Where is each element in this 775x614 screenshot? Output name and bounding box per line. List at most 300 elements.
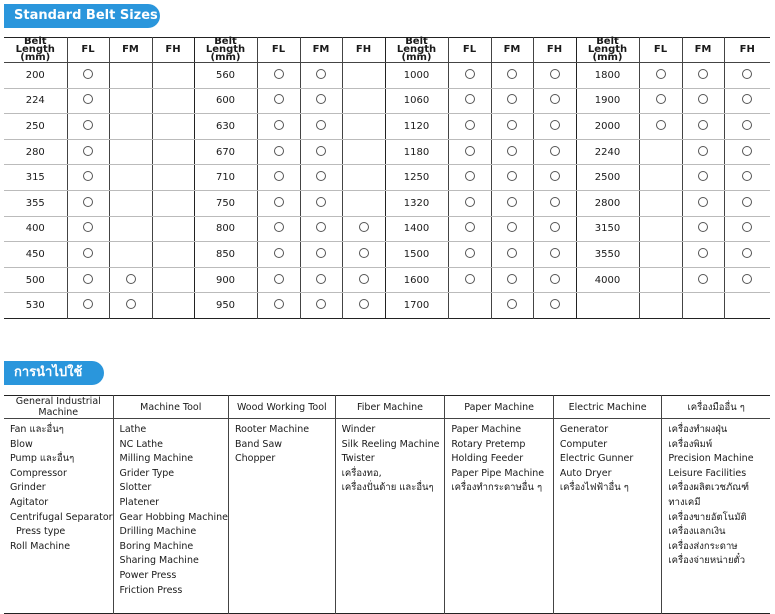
fl-availability-cell — [257, 139, 300, 165]
availability-circle-icon — [83, 248, 93, 258]
belt-length-cell: 560 — [194, 63, 257, 89]
fl-availability-cell — [448, 63, 491, 89]
application-category-header: Wood Working Tool — [229, 396, 336, 419]
availability-circle-icon — [465, 69, 475, 79]
availability-circle-icon — [359, 222, 369, 232]
application-item: Precision Machine — [668, 453, 754, 465]
fm-availability-cell — [682, 114, 724, 140]
belt-length-cell: 710 — [194, 165, 257, 191]
fl-availability-cell — [448, 216, 491, 242]
belt-length-cell: 900 — [194, 267, 257, 293]
availability-circle-icon — [507, 69, 517, 79]
availability-circle-icon — [83, 69, 93, 79]
availability-circle-icon — [698, 69, 708, 79]
fl-availability-cell — [67, 139, 109, 165]
fh-availability-cell — [724, 165, 770, 191]
fl-availability-cell — [67, 63, 109, 89]
application-item: Rooter Machine — [235, 424, 310, 435]
availability-circle-icon — [550, 146, 560, 156]
application-item: Rotary Pretemp — [451, 438, 526, 450]
belt-length-header-unit: (mm) — [592, 52, 623, 63]
fh-availability-cell — [724, 139, 770, 165]
fh-availability-cell — [533, 63, 576, 89]
application-item: Paper Machine — [451, 424, 522, 435]
fm-availability-cell — [491, 114, 533, 140]
application-item: เครื่องไฟฟ้าอื่น ๆ — [559, 482, 629, 494]
fl-availability-cell — [639, 216, 682, 242]
belt-length-cell: 1000 — [385, 63, 448, 89]
fl-availability-cell — [448, 293, 491, 319]
fm-availability-cell — [109, 190, 152, 216]
application-item-list — [10, 423, 113, 554]
application-item: เครื่องขายอัตโนมัติ — [668, 511, 747, 523]
fm-availability-cell — [491, 242, 533, 268]
application-item: Centrifugal Separator — [10, 511, 113, 523]
application-category-header: Fiber Machine — [335, 396, 445, 419]
availability-circle-icon — [550, 171, 560, 181]
application-item: Agitator — [10, 496, 49, 508]
fl-availability-cell — [639, 88, 682, 114]
fh-availability-cell — [152, 293, 194, 319]
availability-circle-icon — [316, 197, 326, 207]
belt-length-cell: 2500 — [576, 165, 639, 191]
fm-availability-cell — [109, 114, 152, 140]
fl-availability-cell — [257, 242, 300, 268]
application-category-cell — [4, 419, 113, 614]
availability-circle-icon — [316, 274, 326, 284]
availability-circle-icon — [274, 274, 284, 284]
availability-circle-icon — [550, 120, 560, 130]
availability-circle-icon — [316, 120, 326, 130]
availability-circle-icon — [507, 94, 517, 104]
belt-length-header-label: Belt Length — [15, 36, 55, 55]
application-category-cell — [113, 419, 228, 614]
availability-circle-icon — [698, 146, 708, 156]
application-item: Compressor — [10, 467, 67, 479]
application-item-list — [668, 423, 770, 569]
fh-availability-cell — [533, 242, 576, 268]
fl-availability-cell — [639, 267, 682, 293]
belt-length-cell: 2800 — [576, 190, 639, 216]
availability-circle-icon — [359, 299, 369, 309]
availability-circle-icon — [742, 197, 752, 207]
availability-circle-icon — [83, 197, 93, 207]
fm-availability-cell — [300, 242, 342, 268]
fm-availability-cell — [109, 165, 152, 191]
application-item: Band Saw — [235, 438, 283, 450]
availability-circle-icon — [550, 222, 560, 232]
applications-table — [4, 395, 770, 614]
fl-availability-cell — [448, 242, 491, 268]
belt-length-header — [194, 38, 257, 63]
fl-header: FL — [639, 38, 682, 63]
belt-length-cell: 1800 — [576, 63, 639, 89]
belt-length-cell: 630 — [194, 114, 257, 140]
availability-circle-icon — [465, 171, 475, 181]
availability-circle-icon — [465, 197, 475, 207]
fl-availability-cell — [448, 267, 491, 293]
belt-length-cell: 3550 — [576, 242, 639, 268]
fl-availability-cell — [257, 267, 300, 293]
availability-circle-icon — [507, 171, 517, 181]
belt-length-header — [385, 38, 448, 63]
fl-availability-cell — [639, 139, 682, 165]
application-category-header: General Industrial Machine — [4, 396, 113, 419]
application-item-list — [560, 423, 661, 496]
fh-availability-cell — [152, 139, 194, 165]
fm-availability-cell — [682, 63, 724, 89]
availability-circle-icon — [742, 171, 752, 181]
application-item: Electric Gunner — [559, 453, 634, 465]
fh-header: FH — [152, 38, 194, 63]
availability-circle-icon — [656, 69, 666, 79]
belt-size-row — [4, 139, 770, 165]
fm-availability-cell — [491, 165, 533, 191]
belt-size-row — [4, 216, 770, 242]
fh-availability-cell — [533, 165, 576, 191]
availability-circle-icon — [507, 197, 517, 207]
belt-length-cell: 850 — [194, 242, 257, 268]
belt-length-cell: 600 — [194, 88, 257, 114]
belt-length-cell: 450 — [4, 242, 67, 268]
application-item: Platener — [119, 496, 160, 508]
availability-circle-icon — [83, 146, 93, 156]
belt-size-row — [4, 114, 770, 140]
availability-circle-icon — [698, 248, 708, 258]
fl-availability-cell — [257, 165, 300, 191]
fl-availability-cell — [639, 63, 682, 89]
availability-circle-icon — [126, 274, 136, 284]
fl-header: FL — [448, 38, 491, 63]
application-category-header: Machine Tool — [113, 396, 228, 419]
fm-availability-cell — [491, 190, 533, 216]
fm-availability-cell — [491, 267, 533, 293]
availability-circle-icon — [316, 248, 326, 258]
availability-circle-icon — [465, 248, 475, 258]
application-item: Grinder — [10, 482, 46, 494]
fl-availability-cell — [639, 242, 682, 268]
fm-availability-cell — [300, 165, 342, 191]
application-item: Friction Press — [119, 584, 183, 596]
application-item-list — [342, 423, 445, 496]
application-item: Power Press — [119, 569, 177, 581]
application-item-list — [451, 423, 553, 496]
fh-availability-cell — [152, 63, 194, 89]
fh-availability-cell — [533, 267, 576, 293]
belt-length-cell: 355 — [4, 190, 67, 216]
application-category-cell — [335, 419, 445, 614]
application-item: เครื่องพิมพ์ — [668, 438, 713, 450]
availability-circle-icon — [274, 222, 284, 232]
availability-circle-icon — [465, 146, 475, 156]
fm-availability-cell — [491, 88, 533, 114]
belt-size-row — [4, 88, 770, 114]
belt-size-row — [4, 293, 770, 319]
belt-length-cell: 1600 — [385, 267, 448, 293]
application-item: Blow — [10, 438, 33, 450]
fm-availability-cell — [682, 165, 724, 191]
application-category-cell — [662, 419, 770, 614]
availability-circle-icon — [656, 120, 666, 130]
belt-length-cell: 200 — [4, 63, 67, 89]
availability-circle-icon — [316, 69, 326, 79]
application-item: Chopper — [235, 453, 276, 465]
fm-availability-cell — [300, 267, 342, 293]
belt-length-header — [576, 38, 639, 63]
belt-size-row — [4, 190, 770, 216]
fm-availability-cell — [109, 88, 152, 114]
belt-length-header — [4, 38, 67, 63]
fl-availability-cell — [639, 190, 682, 216]
fh-availability-cell — [342, 267, 385, 293]
application-item: Holding Feeder — [451, 453, 524, 465]
application-item: ทางเคมี — [668, 496, 701, 508]
fh-availability-cell — [342, 242, 385, 268]
application-item-list — [120, 423, 228, 598]
belt-length-cell: 1500 — [385, 242, 448, 268]
availability-circle-icon — [550, 197, 560, 207]
fm-availability-cell — [300, 139, 342, 165]
availability-circle-icon — [742, 69, 752, 79]
section-title-standard-belt-sizes: Standard Belt Sizes — [4, 4, 160, 28]
belt-size-row — [4, 165, 770, 191]
fl-availability-cell — [257, 293, 300, 319]
availability-circle-icon — [274, 171, 284, 181]
application-item: Roll Machine — [10, 540, 71, 552]
belt-length-cell: 400 — [4, 216, 67, 242]
availability-circle-icon — [507, 248, 517, 258]
fh-availability-cell — [724, 88, 770, 114]
fm-availability-cell — [682, 88, 724, 114]
fm-availability-cell — [682, 242, 724, 268]
application-item: Auto Dryer — [559, 467, 612, 479]
availability-circle-icon — [274, 146, 284, 156]
application-category-header: เครื่องมืออื่น ๆ — [662, 396, 770, 419]
availability-circle-icon — [698, 94, 708, 104]
belt-length-cell: 1120 — [385, 114, 448, 140]
fh-availability-cell — [533, 216, 576, 242]
fh-header: FH — [533, 38, 576, 63]
availability-circle-icon — [83, 274, 93, 284]
fh-availability-cell — [533, 293, 576, 319]
fm-availability-cell — [491, 216, 533, 242]
applications-body-row — [4, 419, 770, 614]
belt-length-cell: 1320 — [385, 190, 448, 216]
application-item: เครื่องทำผงฝุ่น — [668, 424, 728, 435]
fm-header: FM — [491, 38, 533, 63]
belt-length-cell — [576, 293, 639, 319]
belt-length-cell: 224 — [4, 88, 67, 114]
fm-availability-cell — [109, 293, 152, 319]
belt-length-cell: 1250 — [385, 165, 448, 191]
fm-header: FM — [682, 38, 724, 63]
fh-availability-cell — [342, 216, 385, 242]
application-item: Paper Pipe Machine — [451, 467, 545, 479]
availability-circle-icon — [507, 299, 517, 309]
application-item: Fan และอื่นๆ — [10, 424, 64, 435]
belt-size-row — [4, 242, 770, 268]
fh-availability-cell — [533, 139, 576, 165]
availability-circle-icon — [465, 120, 475, 130]
belt-length-cell: 670 — [194, 139, 257, 165]
fh-header: FH — [724, 38, 770, 63]
fm-availability-cell — [300, 293, 342, 319]
fm-availability-cell — [682, 139, 724, 165]
availability-circle-icon — [698, 274, 708, 284]
belt-length-cell: 950 — [194, 293, 257, 319]
belt-length-cell: 750 — [194, 190, 257, 216]
fm-availability-cell — [682, 293, 724, 319]
fl-availability-cell — [448, 139, 491, 165]
availability-circle-icon — [316, 299, 326, 309]
belt-length-cell: 250 — [4, 114, 67, 140]
application-item: Drilling Machine — [119, 526, 197, 538]
fm-availability-cell — [491, 293, 533, 319]
fl-availability-cell — [257, 63, 300, 89]
fm-availability-cell — [682, 216, 724, 242]
application-category-cell — [229, 419, 336, 614]
availability-circle-icon — [742, 94, 752, 104]
belt-length-cell: 3150 — [576, 216, 639, 242]
belt-length-cell: 2000 — [576, 114, 639, 140]
fh-availability-cell — [152, 267, 194, 293]
fh-availability-cell — [152, 242, 194, 268]
fl-availability-cell — [448, 165, 491, 191]
availability-circle-icon — [742, 274, 752, 284]
applications-header-row — [4, 396, 770, 419]
fm-header: FM — [300, 38, 342, 63]
availability-circle-icon — [698, 222, 708, 232]
availability-circle-icon — [507, 146, 517, 156]
fm-availability-cell — [682, 267, 724, 293]
belt-length-header-label: Belt Length — [587, 36, 628, 55]
availability-circle-icon — [316, 146, 326, 156]
availability-circle-icon — [742, 222, 752, 232]
availability-circle-icon — [274, 120, 284, 130]
fm-availability-cell — [491, 139, 533, 165]
application-item: เครื่องส่งกระดาษ — [668, 540, 738, 552]
fh-availability-cell — [342, 190, 385, 216]
fh-availability-cell — [342, 139, 385, 165]
belt-length-header-unit: (mm) — [401, 52, 432, 63]
fh-availability-cell — [724, 114, 770, 140]
application-item: Silk Reeling Machine — [341, 438, 440, 450]
fh-header: FH — [342, 38, 385, 63]
belt-length-cell: 280 — [4, 139, 67, 165]
fh-availability-cell — [724, 63, 770, 89]
application-item: Milling Machine — [119, 453, 194, 465]
belt-length-cell: 1400 — [385, 216, 448, 242]
belt-length-cell: 530 — [25, 300, 45, 312]
application-item: Computer — [559, 438, 608, 450]
belt-sizes-table — [4, 37, 770, 319]
fm-availability-cell — [300, 216, 342, 242]
belt-length-cell: 1900 — [576, 88, 639, 114]
application-item: Slotter — [119, 482, 152, 494]
fl-availability-cell — [257, 216, 300, 242]
availability-circle-icon — [316, 171, 326, 181]
availability-circle-icon — [742, 120, 752, 130]
fl-availability-cell — [639, 114, 682, 140]
fm-availability-cell — [491, 63, 533, 89]
fl-availability-cell — [67, 293, 109, 319]
fl-availability-cell — [67, 190, 109, 216]
availability-circle-icon — [550, 69, 560, 79]
fh-availability-cell — [152, 216, 194, 242]
fh-availability-cell — [342, 114, 385, 140]
availability-circle-icon — [550, 94, 560, 104]
fh-availability-cell — [342, 165, 385, 191]
fh-availability-cell — [342, 293, 385, 319]
availability-circle-icon — [698, 197, 708, 207]
belt-length-cell: 800 — [194, 216, 257, 242]
fl-availability-cell — [67, 165, 109, 191]
fm-availability-cell — [109, 139, 152, 165]
fm-availability-cell — [682, 190, 724, 216]
availability-circle-icon — [83, 120, 93, 130]
availability-circle-icon — [316, 222, 326, 232]
fm-availability-cell — [109, 267, 152, 293]
fh-availability-cell — [342, 88, 385, 114]
application-item: Boring Machine — [119, 540, 194, 552]
fh-availability-cell — [152, 114, 194, 140]
fm-availability-cell — [300, 190, 342, 216]
application-item: Press type — [16, 526, 66, 538]
availability-circle-icon — [698, 171, 708, 181]
application-item: Generator — [559, 424, 609, 435]
application-item: เครื่องผลิตเวชภัณฑ์ — [668, 482, 749, 494]
belt-length-cell: 500 — [4, 267, 67, 293]
fl-availability-cell — [257, 88, 300, 114]
availability-circle-icon — [465, 274, 475, 284]
application-item: Twister — [341, 453, 375, 465]
fh-availability-cell — [533, 114, 576, 140]
belt-length-cell: 1180 — [385, 139, 448, 165]
availability-circle-icon — [465, 94, 475, 104]
fh-availability-cell — [152, 165, 194, 191]
application-item: Grider Type — [119, 467, 175, 479]
fl-availability-cell — [67, 88, 109, 114]
fm-availability-cell — [300, 88, 342, 114]
fh-availability-cell — [724, 293, 770, 319]
availability-circle-icon — [550, 274, 560, 284]
application-item: Sharing Machine — [119, 555, 199, 567]
availability-circle-icon — [507, 120, 517, 130]
fl-availability-cell — [67, 242, 109, 268]
fm-availability-cell — [109, 216, 152, 242]
fh-availability-cell — [724, 216, 770, 242]
fm-availability-cell — [109, 63, 152, 89]
application-item: Leisure Facilities — [668, 467, 747, 479]
availability-circle-icon — [465, 222, 475, 232]
application-item: เครื่องจ่ายหน่ายตั๋ว — [668, 555, 746, 567]
fl-availability-cell — [448, 190, 491, 216]
fl-availability-cell — [67, 216, 109, 242]
fl-availability-cell — [67, 267, 109, 293]
fl-header: FL — [67, 38, 109, 63]
fl-availability-cell — [257, 190, 300, 216]
fl-availability-cell — [448, 114, 491, 140]
belt-length-cell: 2240 — [576, 139, 639, 165]
application-item: Winder — [341, 424, 376, 435]
fl-availability-cell — [67, 114, 109, 140]
belt-length-cell: 1060 — [385, 88, 448, 114]
availability-circle-icon — [742, 146, 752, 156]
availability-circle-icon — [83, 299, 93, 309]
section-title-applications: การนำไปใช้ — [4, 361, 104, 385]
application-item: Gear Hobbing Machine — [119, 511, 228, 523]
belt-length-cell: 315 — [4, 165, 67, 191]
